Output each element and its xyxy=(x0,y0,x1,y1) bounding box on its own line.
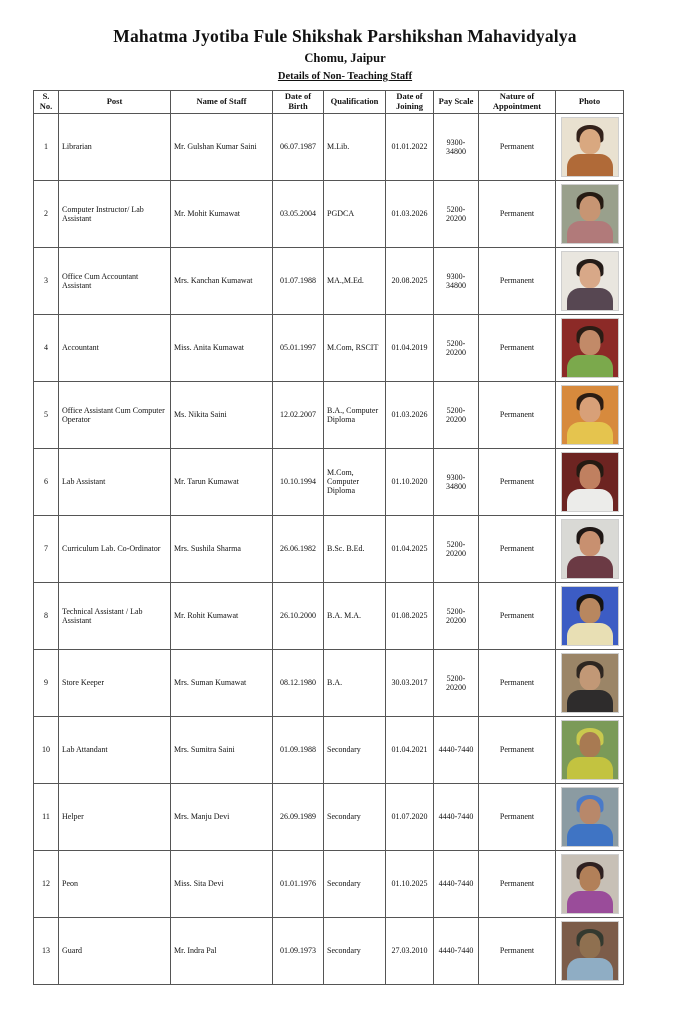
cell-appointment: Permanent xyxy=(479,716,556,783)
cell-appointment: Permanent xyxy=(479,582,556,649)
staff-photo xyxy=(561,452,619,512)
cell-pay-scale: 5200-20200 xyxy=(434,314,479,381)
table-row xyxy=(34,180,624,247)
cell-serial-number: 3 xyxy=(34,247,59,314)
cell-appointment: Permanent xyxy=(479,314,556,381)
photo-face-shape xyxy=(579,330,600,355)
cell-qualification: Secondary xyxy=(324,850,386,917)
cell-qualification: Secondary xyxy=(324,783,386,850)
photo-shoulders-shape xyxy=(567,221,613,244)
table-row xyxy=(34,582,624,649)
cell-qualification: Secondary xyxy=(324,716,386,783)
cell-pay-scale: 4440-7440 xyxy=(434,850,479,917)
photo-shoulders-shape xyxy=(567,556,613,579)
cell-qualification: M.Com, Computer Diploma xyxy=(324,448,386,515)
photo-shoulders-shape xyxy=(567,891,613,914)
photo-face-shape xyxy=(579,866,600,891)
cell-serial-number: 4 xyxy=(34,314,59,381)
cell-qualification: M.Com, RSCIT xyxy=(324,314,386,381)
cell-photo xyxy=(556,582,624,649)
cell-post: Computer Instructor/ Lab Assistant xyxy=(59,180,171,247)
cell-name: Mrs. Manju Devi xyxy=(171,783,273,850)
photo-shoulders-shape xyxy=(567,757,613,780)
table-row xyxy=(34,515,624,582)
cell-name: Ms. Nikita Saini xyxy=(171,381,273,448)
cell-appointment: Permanent xyxy=(479,381,556,448)
cell-date-of-birth: 05.01.1997 xyxy=(273,314,324,381)
column-header: Date of Birth xyxy=(273,91,324,114)
cell-pay-scale: 5200-20200 xyxy=(434,180,479,247)
cell-photo xyxy=(556,783,624,850)
cell-post: Librarian xyxy=(59,113,171,180)
cell-date-of-joining: 01.10.2020 xyxy=(386,448,434,515)
cell-appointment: Permanent xyxy=(479,448,556,515)
cell-serial-number: 7 xyxy=(34,515,59,582)
cell-post: Office Cum Accountant Assistant xyxy=(59,247,171,314)
cell-date-of-joining: 30.03.2017 xyxy=(386,649,434,716)
column-header: Photo xyxy=(556,91,624,114)
cell-pay-scale: 5200-20200 xyxy=(434,381,479,448)
cell-photo xyxy=(556,850,624,917)
cell-qualification: Secondary xyxy=(324,917,386,984)
cell-serial-number: 6 xyxy=(34,448,59,515)
cell-post: Peon xyxy=(59,850,171,917)
table-row xyxy=(34,448,624,515)
photo-face-shape xyxy=(579,799,600,824)
cell-serial-number: 11 xyxy=(34,783,59,850)
staff-photo xyxy=(561,921,619,981)
table-header-row xyxy=(34,91,624,114)
cell-post: Accountant xyxy=(59,314,171,381)
staff-photo xyxy=(561,251,619,311)
photo-face-shape xyxy=(579,531,600,556)
cell-post: Lab Assistant xyxy=(59,448,171,515)
cell-photo xyxy=(556,716,624,783)
staff-photo xyxy=(561,117,619,177)
cell-appointment: Permanent xyxy=(479,649,556,716)
cell-pay-scale: 4440-7440 xyxy=(434,783,479,850)
cell-post: Guard xyxy=(59,917,171,984)
cell-post: Curriculum Lab. Co-Ordinator xyxy=(59,515,171,582)
cell-qualification: MA.,M.Ed. xyxy=(324,247,386,314)
cell-date-of-joining: 01.07.2020 xyxy=(386,783,434,850)
cell-date-of-joining: 01.04.2021 xyxy=(386,716,434,783)
staff-photo xyxy=(561,385,619,445)
section-heading: Details of Non- Teaching Staff xyxy=(277,71,413,82)
cell-appointment: Permanent xyxy=(479,515,556,582)
cell-post: Technical Assistant / Lab Assistant xyxy=(59,582,171,649)
column-header: Nature of Appointment xyxy=(479,91,556,114)
column-header: Post xyxy=(59,91,171,114)
cell-date-of-joining: 20.08.2025 xyxy=(386,247,434,314)
photo-face-shape xyxy=(579,397,600,422)
staff-photo xyxy=(561,586,619,646)
photo-shoulders-shape xyxy=(567,623,613,646)
cell-date-of-birth: 26.06.1982 xyxy=(273,515,324,582)
cell-date-of-birth: 26.10.2000 xyxy=(273,582,324,649)
cell-qualification: B.A., Computer Diploma xyxy=(324,381,386,448)
cell-qualification: B.A. M.A. xyxy=(324,582,386,649)
cell-pay-scale: 9300-34800 xyxy=(434,247,479,314)
cell-appointment: Permanent xyxy=(479,247,556,314)
cell-appointment: Permanent xyxy=(479,917,556,984)
cell-photo xyxy=(556,314,624,381)
cell-qualification: M.Lib. xyxy=(324,113,386,180)
cell-name: Mr. Indra Pal xyxy=(171,917,273,984)
cell-name: Miss. Anita Kumawat xyxy=(171,314,273,381)
photo-shoulders-shape xyxy=(567,422,613,445)
cell-pay-scale: 4440-7440 xyxy=(434,917,479,984)
photo-shoulders-shape xyxy=(567,690,613,713)
table-row xyxy=(34,917,624,984)
cell-appointment: Permanent xyxy=(479,783,556,850)
table-row xyxy=(34,314,624,381)
column-header: Pay Scale xyxy=(434,91,479,114)
cell-qualification: PGDCA xyxy=(324,180,386,247)
staff-photo xyxy=(561,854,619,914)
column-header: Date of Joining xyxy=(386,91,434,114)
table-row xyxy=(34,113,624,180)
photo-shoulders-shape xyxy=(567,958,613,981)
cell-serial-number: 13 xyxy=(34,917,59,984)
table-row xyxy=(34,716,624,783)
table-row xyxy=(34,783,624,850)
staff-photo xyxy=(561,318,619,378)
cell-serial-number: 8 xyxy=(34,582,59,649)
cell-pay-scale: 5200-20200 xyxy=(434,582,479,649)
cell-serial-number: 1 xyxy=(34,113,59,180)
photo-face-shape xyxy=(579,665,600,690)
cell-name: Mr. Gulshan Kumar Saini xyxy=(171,113,273,180)
staff-photo xyxy=(561,184,619,244)
cell-pay-scale: 9300-34800 xyxy=(434,448,479,515)
photo-shoulders-shape xyxy=(567,154,613,177)
cell-serial-number: 5 xyxy=(34,381,59,448)
table-row xyxy=(34,247,624,314)
cell-photo xyxy=(556,448,624,515)
cell-name: Miss. Sita Devi xyxy=(171,850,273,917)
cell-photo xyxy=(556,649,624,716)
cell-photo xyxy=(556,917,624,984)
cell-qualification: B.Sc. B.Ed. xyxy=(324,515,386,582)
staff-photo xyxy=(561,653,619,713)
photo-face-shape xyxy=(579,598,600,623)
page-title: Mahatma Jyotiba Fule Shikshak Parshikshan Mahavidyalya xyxy=(113,26,577,46)
photo-face-shape xyxy=(579,933,600,958)
page-subtitle: Chomu, Jaipur xyxy=(304,51,386,65)
cell-pay-scale: 4440-7440 xyxy=(434,716,479,783)
cell-photo xyxy=(556,515,624,582)
cell-name: Mr. Tarun Kumawat xyxy=(171,448,273,515)
cell-photo xyxy=(556,180,624,247)
table-row xyxy=(34,649,624,716)
photo-shoulders-shape xyxy=(567,489,613,512)
staff-photo xyxy=(561,519,619,579)
column-header: Qualification xyxy=(324,91,386,114)
photo-face-shape xyxy=(579,732,600,757)
cell-name: Mrs. Sumitra Saini xyxy=(171,716,273,783)
cell-post: Office Assistant Cum Computer Operator xyxy=(59,381,171,448)
cell-date-of-birth: 06.07.1987 xyxy=(273,113,324,180)
photo-shoulders-shape xyxy=(567,824,613,847)
photo-shoulders-shape xyxy=(567,288,613,311)
photo-shoulders-shape xyxy=(567,355,613,378)
cell-photo xyxy=(556,247,624,314)
cell-date-of-joining: 01.03.2026 xyxy=(386,180,434,247)
cell-serial-number: 10 xyxy=(34,716,59,783)
document-header xyxy=(0,0,690,82)
cell-name: Mrs. Sushila Sharma xyxy=(171,515,273,582)
cell-appointment: Permanent xyxy=(479,850,556,917)
cell-date-of-birth: 01.01.1976 xyxy=(273,850,324,917)
cell-date-of-joining: 01.03.2026 xyxy=(386,381,434,448)
cell-post: Lab Attandant xyxy=(59,716,171,783)
cell-date-of-birth: 03.05.2004 xyxy=(273,180,324,247)
cell-name: Mrs. Suman Kumawat xyxy=(171,649,273,716)
photo-face-shape xyxy=(579,464,600,489)
staff-table xyxy=(33,90,624,985)
cell-date-of-joining: 01.04.2019 xyxy=(386,314,434,381)
staff-photo xyxy=(561,720,619,780)
cell-date-of-birth: 12.02.2007 xyxy=(273,381,324,448)
column-header: Name of Staff xyxy=(171,91,273,114)
cell-date-of-joining: 01.10.2025 xyxy=(386,850,434,917)
cell-date-of-birth: 01.09.1973 xyxy=(273,917,324,984)
cell-date-of-birth: 08.12.1980 xyxy=(273,649,324,716)
cell-serial-number: 9 xyxy=(34,649,59,716)
cell-post: Store Keeper xyxy=(59,649,171,716)
cell-date-of-joining: 01.01.2022 xyxy=(386,113,434,180)
cell-name: Mr. Mohit Kumawat xyxy=(171,180,273,247)
cell-serial-number: 2 xyxy=(34,180,59,247)
cell-photo xyxy=(556,381,624,448)
cell-pay-scale: 5200-20200 xyxy=(434,649,479,716)
table-row xyxy=(34,381,624,448)
photo-face-shape xyxy=(579,263,600,288)
cell-date-of-birth: 10.10.1994 xyxy=(273,448,324,515)
cell-date-of-birth: 01.07.1988 xyxy=(273,247,324,314)
table-row xyxy=(34,850,624,917)
cell-date-of-joining: 01.04.2025 xyxy=(386,515,434,582)
cell-date-of-birth: 26.09.1989 xyxy=(273,783,324,850)
column-header: S. No. xyxy=(34,91,59,114)
cell-post: Helper xyxy=(59,783,171,850)
cell-name: Mrs. Kanchan Kumawat xyxy=(171,247,273,314)
staff-photo xyxy=(561,787,619,847)
cell-serial-number: 12 xyxy=(34,850,59,917)
cell-pay-scale: 5200-20200 xyxy=(434,515,479,582)
cell-name: Mr. Rohit Kumawat xyxy=(171,582,273,649)
cell-appointment: Permanent xyxy=(479,113,556,180)
cell-pay-scale: 9300-34800 xyxy=(434,113,479,180)
photo-face-shape xyxy=(579,196,600,221)
cell-date-of-birth: 01.09.1988 xyxy=(273,716,324,783)
cell-appointment: Permanent xyxy=(479,180,556,247)
cell-date-of-joining: 27.03.2010 xyxy=(386,917,434,984)
cell-qualification: B.A. xyxy=(324,649,386,716)
cell-photo xyxy=(556,113,624,180)
photo-face-shape xyxy=(579,129,600,154)
cell-date-of-joining: 01.08.2025 xyxy=(386,582,434,649)
